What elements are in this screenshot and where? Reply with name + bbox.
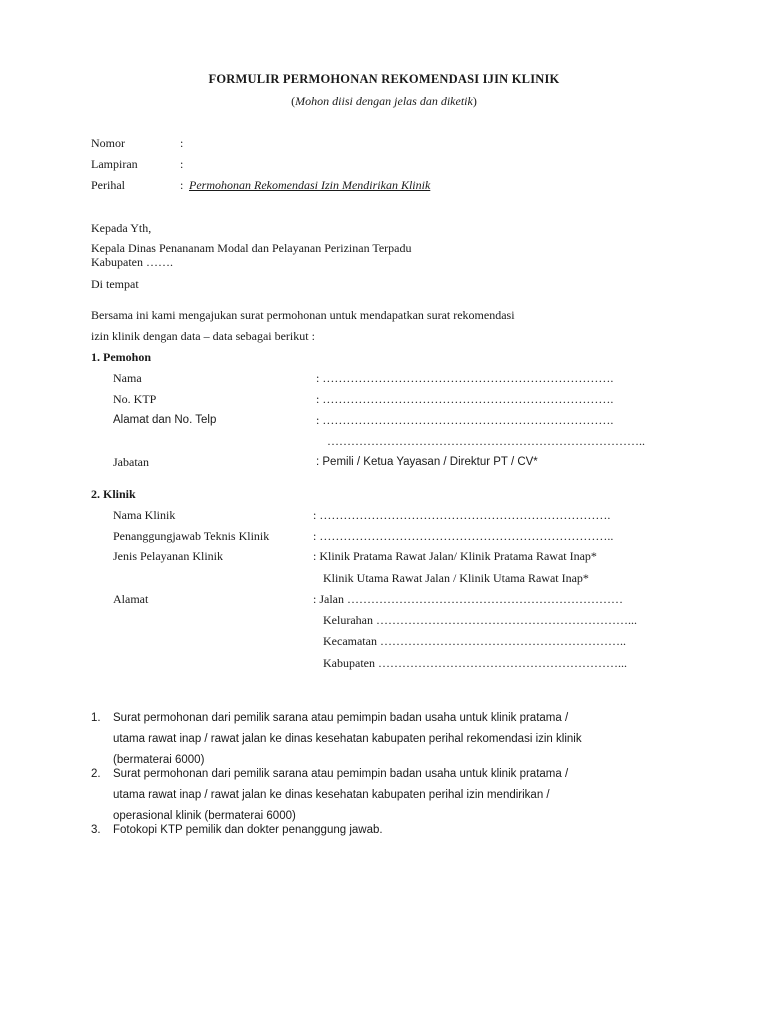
klinik-value: : Jalan …………………………………………………………… bbox=[313, 592, 623, 606]
requirement-number: 2. bbox=[91, 768, 101, 780]
requirement-number: 1. bbox=[91, 712, 101, 724]
pemohon-label: No. KTP bbox=[113, 392, 157, 406]
requirement-line: Fotokopi KTP pemilik dan dokter penanggung jawab. bbox=[113, 824, 383, 836]
klinik-value-continued: Kelurahan ………………………………………………………... bbox=[323, 613, 637, 627]
requirement-line: Surat permohonan dari pemilik sarana atau pemimpin badan usaha untuk klinik pratama / bbox=[113, 768, 569, 780]
pemohon-value: : ………………………………………………………………. bbox=[316, 392, 614, 406]
klinik-value-continued: Klinik Utama Rawat Jalan / Klinik Utama Rawat Inap* bbox=[323, 571, 589, 585]
intro-line-1: Bersama ini kami mengajukan surat permohonan untuk mendapatkan surat rekomendasi bbox=[91, 308, 515, 322]
section-heading-klinik: 2. Klinik bbox=[91, 487, 136, 501]
pemohon-value-continued: …………………………………………………………………….. bbox=[327, 434, 645, 448]
klinik-value: : ……………………………………………………………….. bbox=[313, 529, 614, 543]
klinik-value: : ………………………………………………………………. bbox=[313, 508, 611, 522]
form-title: FORMULIR PERMOHONAN REKOMENDASI IJIN KLINIK bbox=[208, 72, 560, 86]
requirement-line: utama rawat inap / rawat jalan ke dinas kesehatan kabupaten perihal izin mendirikan / bbox=[113, 789, 550, 801]
pemohon-label: Alamat dan No. Telp bbox=[113, 414, 217, 426]
klinik-label: Penanggungjawab Teknis Klinik bbox=[113, 529, 270, 543]
requirement-line: Surat permohonan dari pemilik sarana atau pemimpin badan usaha untuk klinik pratama / bbox=[113, 712, 569, 724]
requirement-line: (bermaterai 6000) bbox=[113, 754, 205, 766]
klinik-value: : Klinik Pratama Rawat Jalan/ Klinik Pratama Rawat Inap* bbox=[313, 549, 597, 563]
section-heading-pemohon: 1. Pemohon bbox=[91, 350, 151, 364]
pemohon-value: : ………………………………………………………………. bbox=[316, 413, 614, 427]
requirement-line: operasional klinik (bermaterai 6000) bbox=[113, 810, 296, 822]
form-subtitle: (Mohon diisi dengan jelas dan diketik) bbox=[291, 94, 477, 108]
field-label-nomor: Nomor bbox=[91, 136, 125, 150]
field-value-perihal: Permohonan Rekomendasi Izin Mendirikan Klinik bbox=[189, 178, 431, 192]
recipient-line-2: Kabupaten ……. bbox=[91, 255, 173, 269]
klinik-value-continued: Kecamatan …………………………………………………….. bbox=[323, 634, 626, 648]
pemohon-value: : ………………………………………………………………. bbox=[316, 371, 614, 385]
recipient-line-1: Kepala Dinas Penananam Modal dan Pelayanan Perizinan Terpadu bbox=[91, 241, 412, 255]
klinik-label: Alamat bbox=[113, 592, 149, 606]
field-colon-nomor: : bbox=[180, 136, 184, 150]
requirement-number: 3. bbox=[91, 824, 101, 836]
field-label-lampiran: Lampiran bbox=[91, 157, 138, 171]
recipient-greeting: Kepada Yth, bbox=[91, 221, 152, 235]
field-colon-lampiran: : bbox=[180, 157, 184, 171]
pemohon-value: : Pemili / Ketua Yayasan / Direktur PT / CV* bbox=[316, 456, 538, 468]
field-colon-perihal: : bbox=[180, 178, 184, 192]
field-label-perihal: Perihal bbox=[91, 178, 125, 192]
intro-line-2: izin klinik dengan data – data sebagai berikut : bbox=[91, 329, 315, 343]
klinik-label: Jenis Pelayanan Klinik bbox=[113, 549, 223, 563]
pemohon-label: Jabatan bbox=[113, 455, 149, 469]
klinik-label: Nama Klinik bbox=[113, 508, 176, 522]
pemohon-label: Nama bbox=[113, 371, 142, 385]
requirement-line: utama rawat inap / rawat jalan ke dinas kesehatan kabupaten perihal rekomendasi izin klinik bbox=[113, 733, 582, 745]
klinik-value-continued: Kabupaten ……………………………………………………... bbox=[323, 656, 627, 670]
recipient-place: Di tempat bbox=[91, 277, 139, 291]
